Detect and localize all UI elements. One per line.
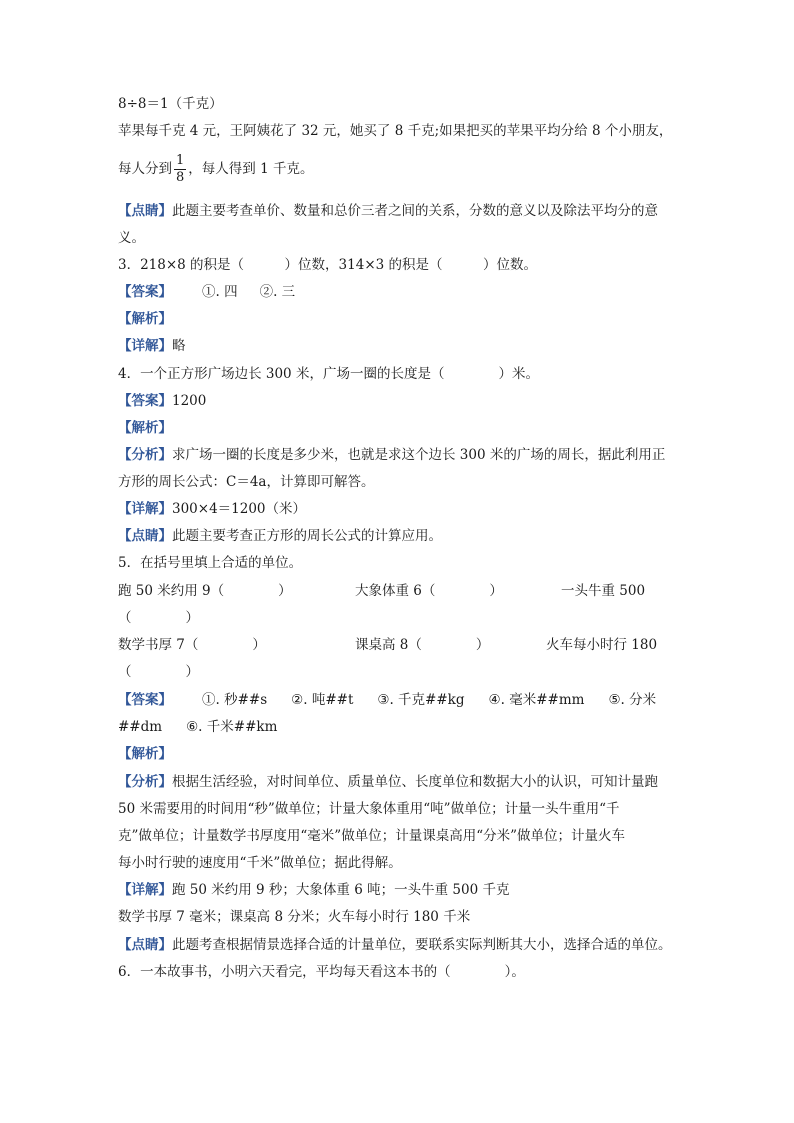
text-segment: 此题考查根据情景选择合适的计量单位，要联系实际判断其大小，选择合适的单位。 — [172, 937, 672, 953]
text-line: 义。 — [118, 230, 145, 246]
label-tag: 【解析】 — [118, 746, 172, 762]
label-tag: 【详解】 — [118, 338, 172, 354]
text-line — [118, 282, 295, 302]
text-line — [118, 445, 665, 465]
text-line: 课桌高 8（ ） — [355, 637, 490, 653]
text-segment: 略 — [172, 338, 186, 354]
label-tag: 【点睛】 — [118, 937, 172, 953]
text-line: （ ） — [118, 664, 199, 680]
answer-item: ②. 三 — [259, 284, 296, 300]
text-segment: ，每人得到 1 千克。 — [188, 161, 314, 177]
text-line-with-fraction — [118, 152, 313, 186]
label-tag: 【解析】 — [118, 420, 172, 436]
answer-item: ⑤. 分米 — [608, 692, 657, 708]
text-line — [118, 499, 306, 519]
answer-item: ③. 千克##kg — [377, 692, 465, 708]
label-tag: 【分析】 — [118, 774, 172, 790]
label-tag: 【答案】 — [118, 692, 172, 708]
text-line: 50 米需要用的时间用“秒”做单位；计量大象体重用“吨”做单位；计量一头牛重用“千 — [118, 801, 620, 817]
answer-item: ⑥. 千米##km — [186, 719, 278, 735]
text-line — [118, 880, 509, 900]
fraction — [174, 153, 186, 186]
text-line — [118, 391, 206, 411]
question-5: 5．在括号里填上合适的单位。 — [118, 555, 303, 571]
text-segment: 根据生活经验，对时间单位、质量单位、长度单位和数据大小的认识，可知计量跑 — [172, 774, 658, 790]
text-line: （ ） — [118, 610, 199, 626]
text-line — [118, 690, 656, 710]
text-line — [118, 717, 277, 737]
text-line — [118, 526, 442, 546]
text-line: 苹果每千克 4 元，王阿姨花了 32 元，她买了 8 千克;如果把买的苹果平均分给 8 个小朋友， — [118, 123, 673, 139]
text-line — [118, 336, 186, 356]
text-line: 数学书厚 7 毫米；课桌高 8 分米；火车每小时行 180 千米 — [118, 909, 471, 925]
label-tag: 【点睛】 — [118, 203, 172, 219]
text-line: 大象体重 6（ ） — [355, 583, 503, 599]
answer-item: ##dm — [118, 719, 163, 735]
text-line: 火车每小时行 180 — [546, 637, 658, 653]
question-6: 6．一本故事书，小明六天看完，平均每天看这本书的（ ）。 — [118, 964, 525, 980]
text-line: 一头牛重 500 — [561, 583, 646, 599]
text-segment: 此题主要考查正方形的周长公式的计算应用。 — [172, 528, 442, 544]
text-line — [118, 309, 172, 329]
text-line: 8÷8＝1（千克） — [118, 96, 223, 112]
text-line: 跑 50 米约用 9（ ） — [118, 583, 292, 599]
text-line — [118, 935, 672, 955]
answer-item: ①. 四 — [202, 284, 238, 300]
label-tag: 【答案】 — [118, 393, 172, 409]
text-segment: 跑 50 米约用 9 秒；大象体重 6 吨；一头牛重 500 千克 — [172, 882, 510, 898]
text-line: 方形的周长公式：C＝4a，计算即可解答。 — [118, 474, 375, 490]
text-line — [118, 201, 658, 221]
fraction-denominator: 8 — [176, 170, 185, 185]
text-segment: 求广场一圈的长度是多少米，也就是求这个边长 300 米的广场的周长，据此利用正 — [172, 447, 666, 463]
label-tag: 【详解】 — [118, 501, 172, 517]
text-line: 每小时行驶的速度用“千米”做单位；据此得解。 — [118, 855, 402, 871]
label-tag: 【详解】 — [118, 882, 172, 898]
question-3: 3．218×8 的积是（ ）位数，314×3 的积是（ ）位数。 — [118, 257, 538, 273]
label-tag: 【分析】 — [118, 447, 172, 463]
label-tag: 【点睛】 — [118, 528, 172, 544]
fraction-numerator: 1 — [176, 153, 185, 168]
label-tag: 【解析】 — [118, 311, 172, 327]
text-line — [118, 772, 658, 792]
label-tag: 【答案】 — [118, 284, 172, 300]
text-segment: 此题主要考查单价、数量和总价三者之间的关系，分数的意义以及除法平均分的意 — [172, 203, 658, 219]
text-segment: 300×4＝1200（米） — [172, 501, 307, 517]
answer-item: ①. 秒##s — [202, 692, 268, 708]
answer-item: ②. 吨##t — [291, 692, 354, 708]
text-line: 克”做单位；计量数学书厚度用“毫米”做单位；计量课桌高用“分米”做单位；计量火车 — [118, 828, 626, 844]
question-4: 4．一个正方形广场边长 300 米，广场一圈的长度是（ ）米。 — [118, 366, 539, 382]
text-line — [118, 418, 172, 438]
text-segment: 每人分到 — [118, 161, 172, 177]
answer-item: ④. 毫米##mm — [488, 692, 585, 708]
text-segment: 1200 — [172, 393, 207, 409]
text-line: 数学书厚 7（ ） — [118, 637, 266, 653]
text-line — [118, 744, 172, 764]
